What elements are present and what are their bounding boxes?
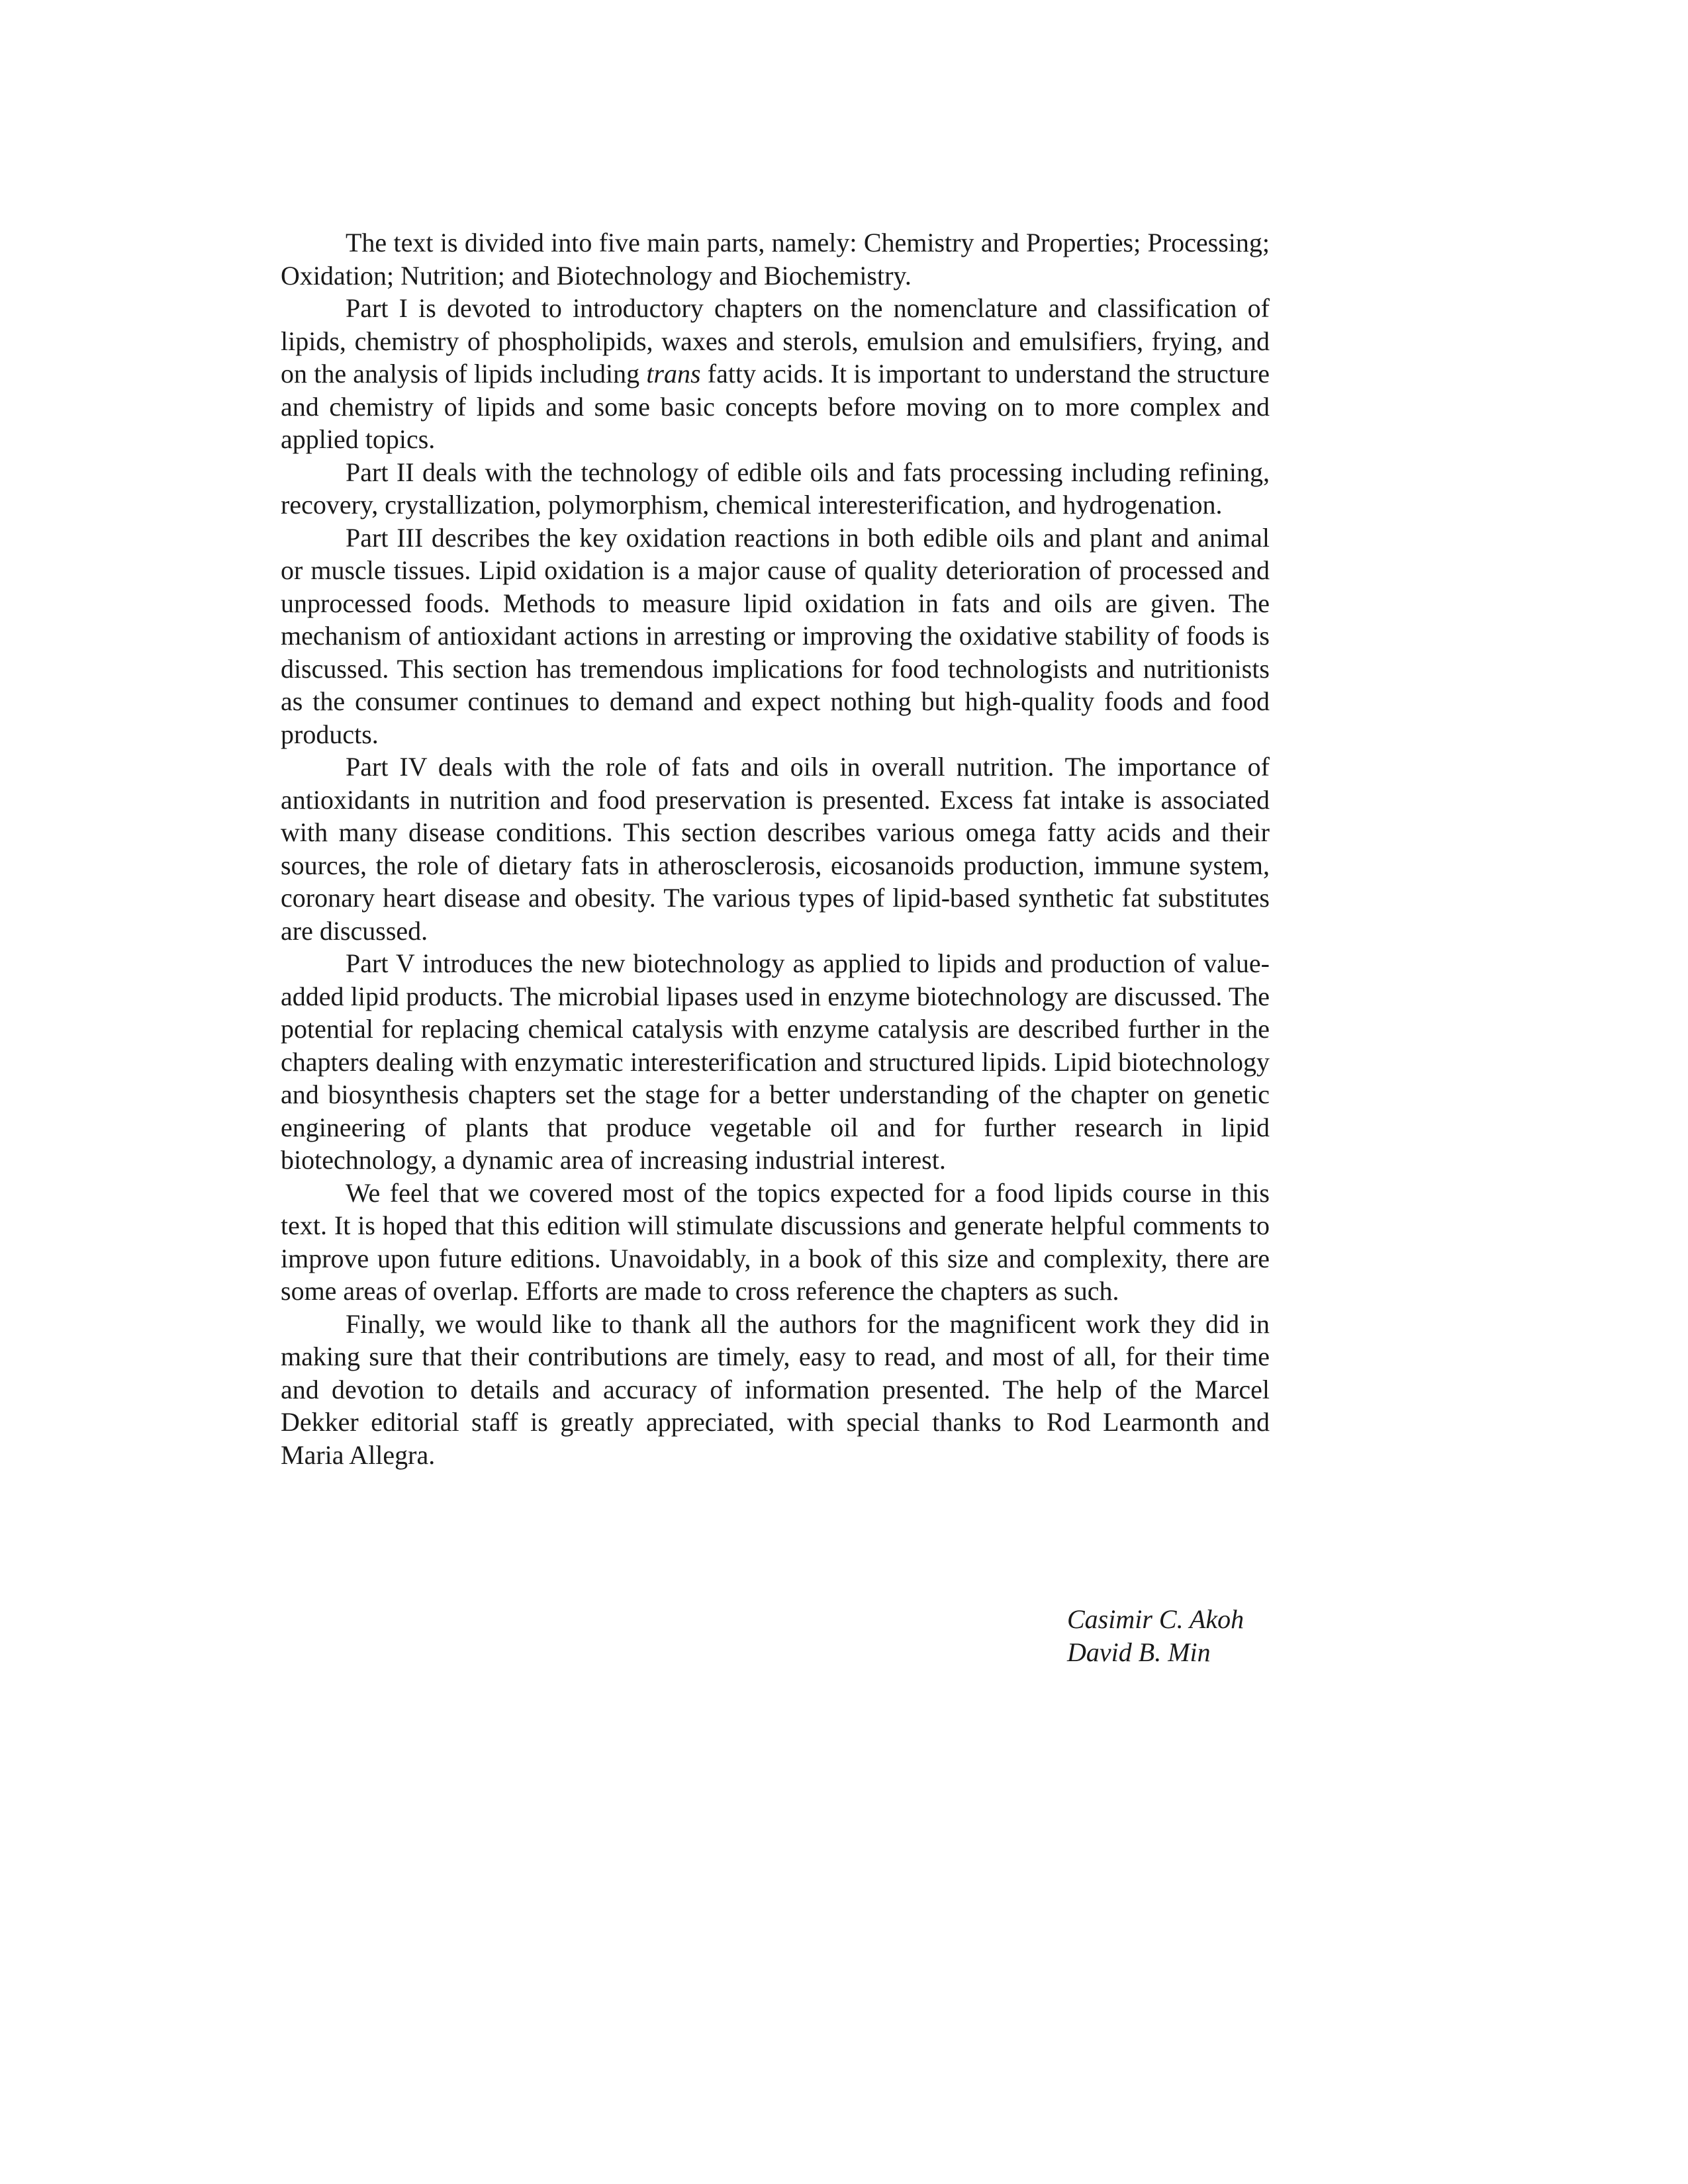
paragraph-part-2: Part II deals with the technology of edible oils and fats processing including refining, recovery, crystallization, polymorphism, chemical interesterification, and hydrogenation. [281,457,1270,520]
author-name-akoh: Casimir C. Akoh [1067,1604,1244,1634]
paragraph-part-3: Part III describes the key oxidation reactions in both edible oils and plant and animal or muscle tissues. Lipid oxidation is a major cause of quality deterioration of processed and unprocessed foods. Methods to measure lipid oxidation in fats and oils are given. The mechanism of antioxidant actions in arresting or improving the oxidative stability of foods is discussed. This section has tremendous implications for food technologists and nutritionists as the consumer continues to demand and expect nothing but high-quality foods and food products. [281,522,1270,749]
paragraph-overview: The text is divided into five main parts, namely: Chemistry and Properties; Processing; Oxidation; Nutrition; and Biotechnology and Biochemistry. [281,228,1270,291]
paragraph-part-1-text-end: fatty acids. It is important to understand the structure and chemistry of lipids and some basic concepts before moving on to more complex and applied topics. [281,359,1270,454]
paragraph-part-4: Part IV deals with the role of fats and oils in overall nutrition. The importance of antioxidants in nutrition and food preservation is presented. Excess fat intake is associated with many disease conditions. This section describes various omega fatty acids and their sources, the role of dietary fats in atherosclerosis, eicosanoids production, immune system, coronary heart disease and obesity. The various types of lipid-based synthetic fat substitutes are discussed. [281,752,1270,946]
author-name-min: David B. Min [1067,1637,1211,1667]
trans-italic-term: trans [646,359,701,388]
paragraph-part-5: Part V introduces the new biotechnology as applied to lipids and production of value-added lipid products. The microbial lipases used in enzyme biotechnology are discussed. The potential for replacing chemical catalysis with enzyme catalysis are described further in the chapters dealing with enzymatic interesterification and structured lipids. Lipid biotechnology and biosynthesis chapters set the stage for a better understanding of the chapter on genetic engineering of plants that produce vegetable oil and for further research in lipid biotechnology, a dynamic area of increasing industrial interest. [281,948,1270,1175]
signature-block [1067,1603,1244,1668]
paragraph-coverage: We feel that we covered most of the topics expected for a food lipids course in this text. It is hoped that this edition will stimulate discussions and generate helpful comments to improve upon future editions. Unavoidably, in a book of this size and complexity, there are some areas of overlap. Efforts are made to cross reference the chapters as such. [281,1177,1270,1306]
paragraph-part-1 [281,292,1270,456]
paragraph-part-1-text-start: Part I is devoted to introductory chapters on the nomenclature and classification of lipids, chemistry of phospholipids, waxes and sterols, emulsion and emulsifiers, frying, and on the analysis of lipids including [281,293,1270,388]
paragraph-acknowledgements: Finally, we would like to thank all the authors for the magnificent work they did in making sure that their contributions are timely, easy to read, and most of all, for their time and devotion to details and accuracy of information presented. The help of the Marcel Dekker editorial staff is greatly appreciated, with special thanks to Rod Learmonth and Maria Allegra. [281,1308,1270,1470]
preface-body [281,226,1270,1471]
